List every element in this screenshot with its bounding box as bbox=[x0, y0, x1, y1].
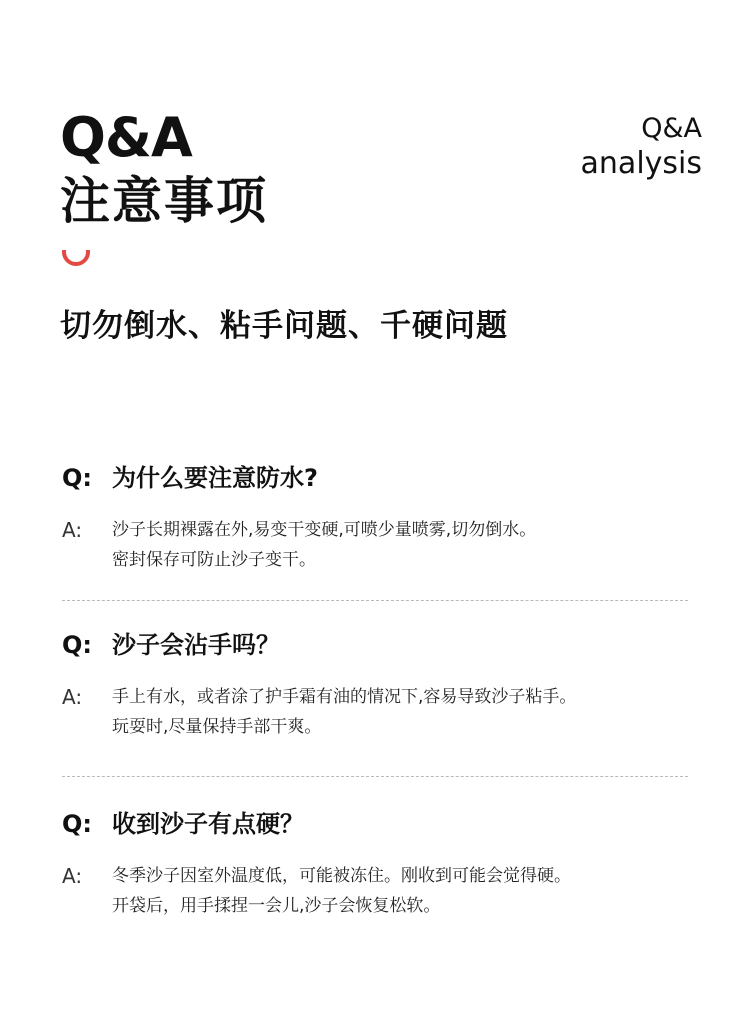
question-row bbox=[62, 628, 702, 662]
answer-text bbox=[112, 682, 576, 742]
answer-text bbox=[112, 515, 536, 575]
question-marker: Q: bbox=[62, 810, 92, 838]
page-title-chinese: 注意事项 bbox=[60, 172, 268, 230]
answer-line: 密封保存可防止沙子变干。 bbox=[112, 550, 316, 570]
question-row bbox=[62, 807, 702, 841]
qa-item-waterproof bbox=[62, 461, 702, 575]
dashed-divider bbox=[62, 776, 688, 777]
answer-line: 手上有水，或者涂了护手霜有油的情况下,容易导致沙子粘手。 bbox=[112, 687, 577, 707]
section-subtitle: 切勿倒水、粘手问题、千硬问题 bbox=[60, 308, 508, 344]
answer-row bbox=[62, 682, 702, 742]
page-title-english: Q&A bbox=[60, 106, 192, 169]
answer-marker: A: bbox=[62, 518, 83, 542]
dashed-divider bbox=[62, 600, 688, 601]
corner-label-line1: Q&A bbox=[641, 113, 702, 144]
answer-row bbox=[62, 861, 702, 921]
answer-line: 冬季沙子因室外温度低，可能被冻住。刚收到可能会觉得硬。 bbox=[112, 866, 571, 886]
answer-marker: A: bbox=[62, 864, 83, 888]
corner-label bbox=[581, 112, 702, 182]
answer-text bbox=[112, 861, 571, 921]
corner-label-line2: analysis bbox=[580, 146, 702, 181]
answer-line: 开袋后，用手揉捏一会儿,沙子会恢复松软。 bbox=[112, 896, 441, 916]
answer-line: 沙子长期裸露在外,易变干变硬,可喷少量喷雾,切勿倒水。 bbox=[112, 520, 537, 540]
accent-ring-icon bbox=[62, 250, 90, 275]
answer-line: 玩耍时,尽量保持手部干爽。 bbox=[112, 717, 322, 737]
question-text: 为什么要注意防水? bbox=[112, 464, 318, 492]
answer-row bbox=[62, 515, 702, 575]
question-text: 沙子会沾手吗？ bbox=[112, 631, 280, 659]
qa-item-hard bbox=[62, 807, 702, 921]
question-text: 收到沙子有点硬？ bbox=[112, 810, 304, 838]
question-row bbox=[62, 461, 702, 495]
qa-item-sticky bbox=[62, 628, 702, 742]
answer-marker: A: bbox=[62, 685, 83, 709]
question-marker: Q: bbox=[62, 631, 92, 659]
question-marker: Q: bbox=[62, 464, 92, 492]
